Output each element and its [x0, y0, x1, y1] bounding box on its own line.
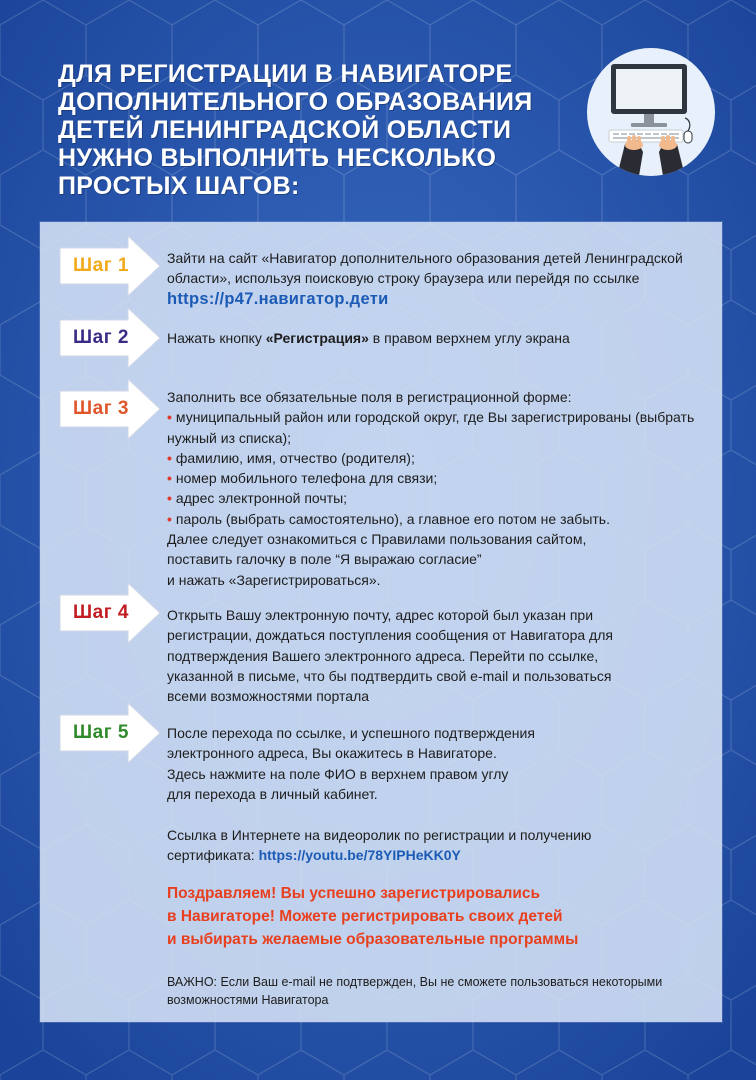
step-5-line: Здесь нажмите на поле ФИО в верхнем правом углу — [167, 765, 509, 782]
step-2-text-after: в правом верхнем углу экрана — [368, 330, 570, 346]
step-3-text — [167, 387, 697, 590]
step-4-label: Шаг 4 — [73, 602, 129, 623]
list-item — [167, 488, 697, 508]
title-line: НУЖНО ВЫПОЛНИТЬ НЕСКОЛЬКО — [58, 144, 497, 172]
step-3-intro: Заполнить все обязательные поля в регистрационной форме: — [167, 389, 572, 405]
computer-typing-icon — [587, 48, 715, 176]
important-note: ВАЖНО: Если Ваш e-mail не подтвержден, Вы не сможете пользоваться некоторыми возможностями Навигатора — [167, 975, 663, 1007]
video-link-text: Ссылка в Интернете на видеоролик по регистрации и получению сертификата: — [167, 827, 592, 864]
step-4-line: указанной в письме, что бы подтвердить свой e-mail и пользоваться — [167, 667, 612, 684]
video-link-paragraph — [167, 825, 677, 866]
step-5-text — [167, 723, 707, 866]
list-item — [167, 407, 697, 448]
bullet-text: пароль (выбрать самостоятельно), а главное его потом не забыть. — [175, 510, 610, 527]
list-item — [167, 468, 697, 488]
step-4-text — [167, 605, 707, 706]
step-5-line: После перехода по ссылке, и успешного подтверждения — [167, 725, 535, 741]
step-5-arrow — [58, 703, 162, 763]
step-4-line: всеми возможностями портала — [167, 688, 370, 705]
bullet-icon: • — [167, 449, 172, 466]
step-4-line: Открыть Вашу электронную почту, адрес которой был указан при — [167, 607, 594, 623]
bullet-icon: • — [167, 470, 172, 487]
bullet-text: адрес электронной почты; — [175, 490, 348, 507]
step-4-line: подтверждения Вашего электронного адреса. Перейти по ссылке, — [167, 647, 599, 664]
list-item — [167, 448, 697, 468]
bullet-text: фамилию, имя, отчество (родителя); — [175, 449, 415, 466]
step-2-arrow — [58, 308, 162, 368]
congratulations-message — [167, 882, 707, 951]
title-line: ДЛЯ РЕГИСТРАЦИИ В НАВИГАТОРЕ — [58, 60, 513, 88]
step-1-arrow — [58, 236, 162, 296]
step-5-line: для перехода в личный кабинет. — [167, 785, 378, 802]
bullet-text: муниципальный район или городской округ, где Вы зарегистрированы (выбрать нужный из списка); — [167, 409, 695, 446]
step-1-text — [167, 248, 697, 309]
title-line: ДЕТЕЙ ЛЕНИНГРАДСКОЙ ОБЛАСТИ — [58, 116, 512, 144]
step-5-label: Шаг 5 — [73, 722, 129, 743]
registration-button-name: «Регистрация» — [265, 330, 369, 346]
title-line: ПРОСТЫХ ШАГОВ: — [58, 172, 300, 200]
bullet-icon: • — [167, 510, 172, 527]
step-2-text-before: Нажать кнопку — [167, 330, 266, 346]
step-3-outro-line: Далее следует ознакомиться с Правилами пользования сайтом, — [167, 531, 587, 548]
step-4-line: регистрации, дождаться поступления сообщения от Навигатора для — [167, 627, 613, 644]
step-3-outro-line: и нажать «Зарегистрироваться». — [167, 571, 381, 588]
computer-badge — [587, 48, 715, 176]
congrats-line: Поздравляем! Вы успешно зарегистрировались — [167, 885, 541, 902]
bullet-icon: • — [167, 409, 172, 426]
bullet-text: номер мобильного телефона для связи; — [175, 470, 438, 487]
congrats-line: и выбирать желаемые образовательные программы — [167, 931, 579, 948]
step-1-description: Зайти на сайт «Навигатор дополнительного образования детей Ленинградской области», используя поисковую строку браузера или перейдя по ссылке — [167, 250, 683, 287]
bullet-icon: • — [167, 490, 172, 507]
navigator-link[interactable]: https://р47.навигатор.дети — [167, 289, 389, 308]
title-line: ДОПОЛНИТЕЛЬНОГО ОБРАЗОВАНИЯ — [58, 88, 533, 116]
step-4-arrow — [58, 583, 162, 643]
step-2-text — [167, 328, 707, 348]
step-3-label: Шаг 3 — [73, 398, 129, 419]
step-3-arrow — [58, 379, 162, 439]
congrats-line: в Навигаторе! Можете регистрировать своих детей — [167, 908, 563, 925]
page-title — [58, 60, 578, 200]
step-5-line: электронного адреса, Вы окажитесь в Навигаторе. — [167, 745, 497, 762]
step-1-label: Шаг 1 — [73, 255, 129, 276]
youtube-link[interactable]: https://youtu.be/78YIPHeKK0Y — [258, 847, 461, 864]
step-2-label: Шаг 2 — [73, 327, 129, 348]
step-3-outro-line: поставить галочку в поле “Я выражаю согласие” — [167, 551, 482, 568]
list-item — [167, 509, 697, 529]
